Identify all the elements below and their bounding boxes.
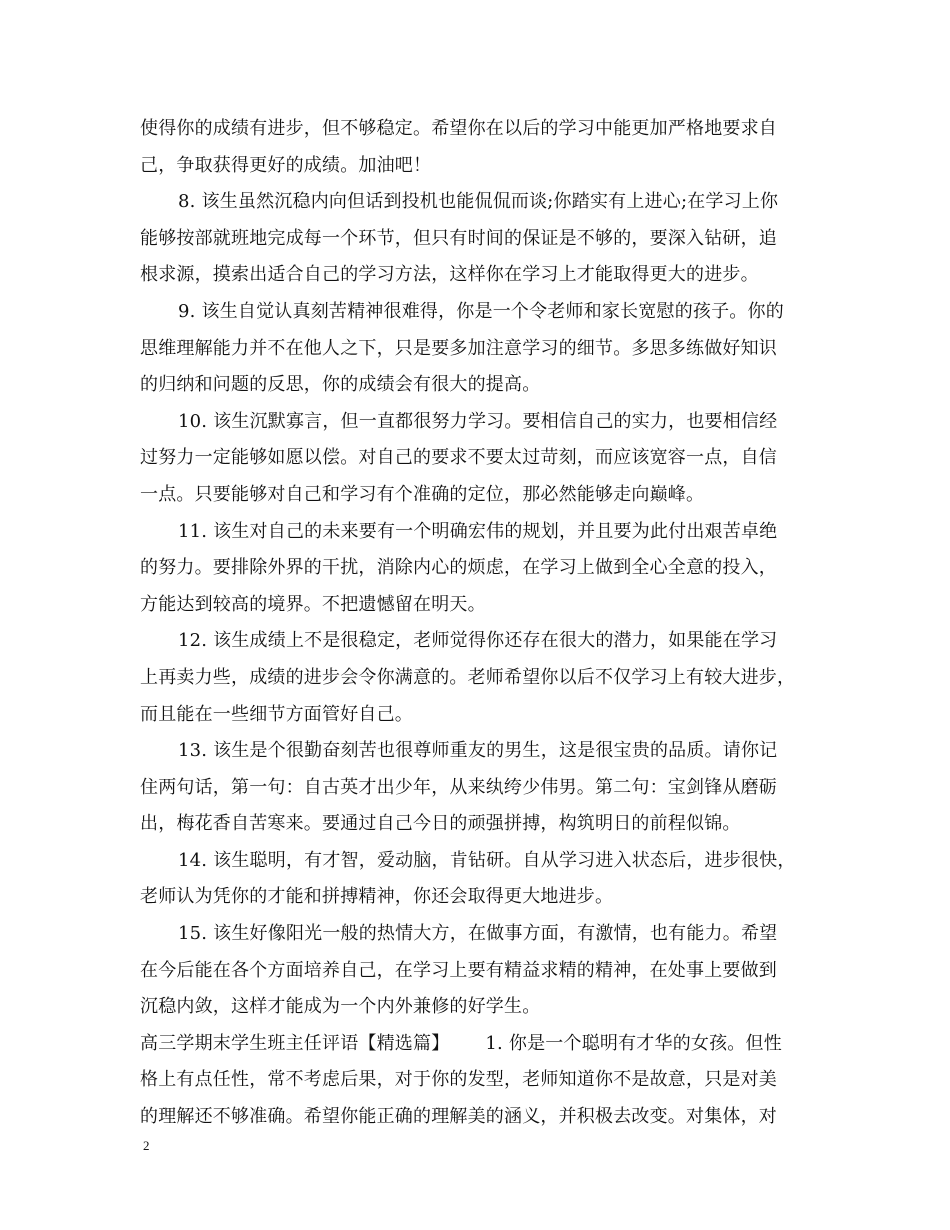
text-line: 方能达到较高的境界。不把遗憾留在明天。: [140, 593, 486, 615]
text-line: 一点。只要能够对自己和学习有个准确的定位，那必然能够走向巅峰。: [140, 483, 705, 505]
text-line: 上再卖力些，成绩的进步会令你满意的。老师希望你以后不仅学习上有较大进步，: [140, 666, 796, 688]
section-heading: 高三学期末学生班主任评语【精选篇】: [140, 1032, 450, 1054]
text-line: 的归纳和问题的反思，你的成绩会有很大的提高。: [140, 374, 541, 396]
text-line: 思维理解能力并不在他人之下，只是要多加注意学习的细节。多思多练做好知识: [140, 337, 777, 359]
text-line: 根求源，摸索出适合自己的学习方法，这样你在学习上才能取得更大的进步。: [140, 264, 759, 286]
text-line: 沉稳内敛，这样才能成为一个内外兼修的好学生。: [140, 996, 541, 1018]
comment-item-1-start: 1. 你是一个聪明有才华的女孩。但性: [485, 1032, 782, 1054]
text-line: 的理解还不够准确。希望你能正确的理解美的涵义，并积极去改变。对集体，对: [140, 1106, 777, 1128]
comment-item-9: 9. 该生自觉认真刻苦精神很难得，你是一个令老师和家长宽慰的孩子。你的: [178, 300, 784, 322]
text-line: 使得你的成绩有进步，但不够稳定。希望你在以后的学习中能更加严格地要求自: [140, 118, 777, 139]
comment-item-8: 8. 该生虽然沉稳内向但话到投机也能侃侃而谈;你踏实有上进心;在学习上你: [178, 191, 779, 213]
text-line: 己，争取获得更好的成绩。加油吧！: [140, 154, 432, 176]
section-heading-line: [140, 1026, 830, 1063]
comment-item-14: 14. 该生聪明，有才智，爱动脑，肯钻研。自从学习进入状态后，进步很快，: [178, 849, 796, 871]
text-line: 格上有点任性，常不考虑后果，对于你的发型，老师知道你不是故意，只是对美: [140, 1069, 777, 1091]
document-body: [140, 111, 830, 1136]
text-line: 过努力一定能够如愿以偿。对自己的要求不要太过苛刻，而应该宽容一点，自信: [140, 447, 777, 469]
comment-item-11: 11. 该生对自己的未来要有一个明确宏伟的规划，并且要为此付出艰苦卓绝: [178, 520, 778, 542]
page-number: 2: [143, 1138, 150, 1153]
comment-item-15: 15. 该生好像阳光一般的热情大方，在做事方面，有激情，也有能力。希望: [178, 923, 778, 945]
text-line: 住两句话，第一句：自古英才出少年，从来纨绔少伟男。第二句：宝剑锋从磨砺: [140, 776, 777, 798]
text-line: 而且能在一些细节方面管好自己。: [140, 703, 413, 725]
text-line: 的努力。要排除外界的干扰，消除内心的烦虑，在学习上做到全心全意的投入，: [140, 557, 777, 579]
comment-item-12: 12. 该生成绩上不是很稳定，老师觉得你还存在很大的潜力，如果能在学习: [178, 630, 778, 652]
comment-item-10: 10. 该生沉默寡言，但一直都很努力学习。要相信自己的实力，也要相信经: [178, 410, 778, 432]
text-line: 老师认为凭你的才能和拼搏精神，你还会取得更大地进步。: [140, 886, 614, 908]
text-line: 出，梅花香自苦寒来。要通过自己今日的顽强拼搏，构筑明日的前程似锦。: [140, 813, 741, 835]
comment-item-13: 13. 该生是个很勤奋刻苦也很尊师重友的男生，这是很宝贵的品质。请你记: [178, 740, 778, 762]
text-line: 能够按部就班地完成每一个环节，但只有时间的保证是不够的，要深入钻研，追: [140, 227, 777, 249]
text-line: 在今后能在各个方面培养自己，在学习上要有精益求精的精神，在处事上要做到: [140, 959, 777, 981]
